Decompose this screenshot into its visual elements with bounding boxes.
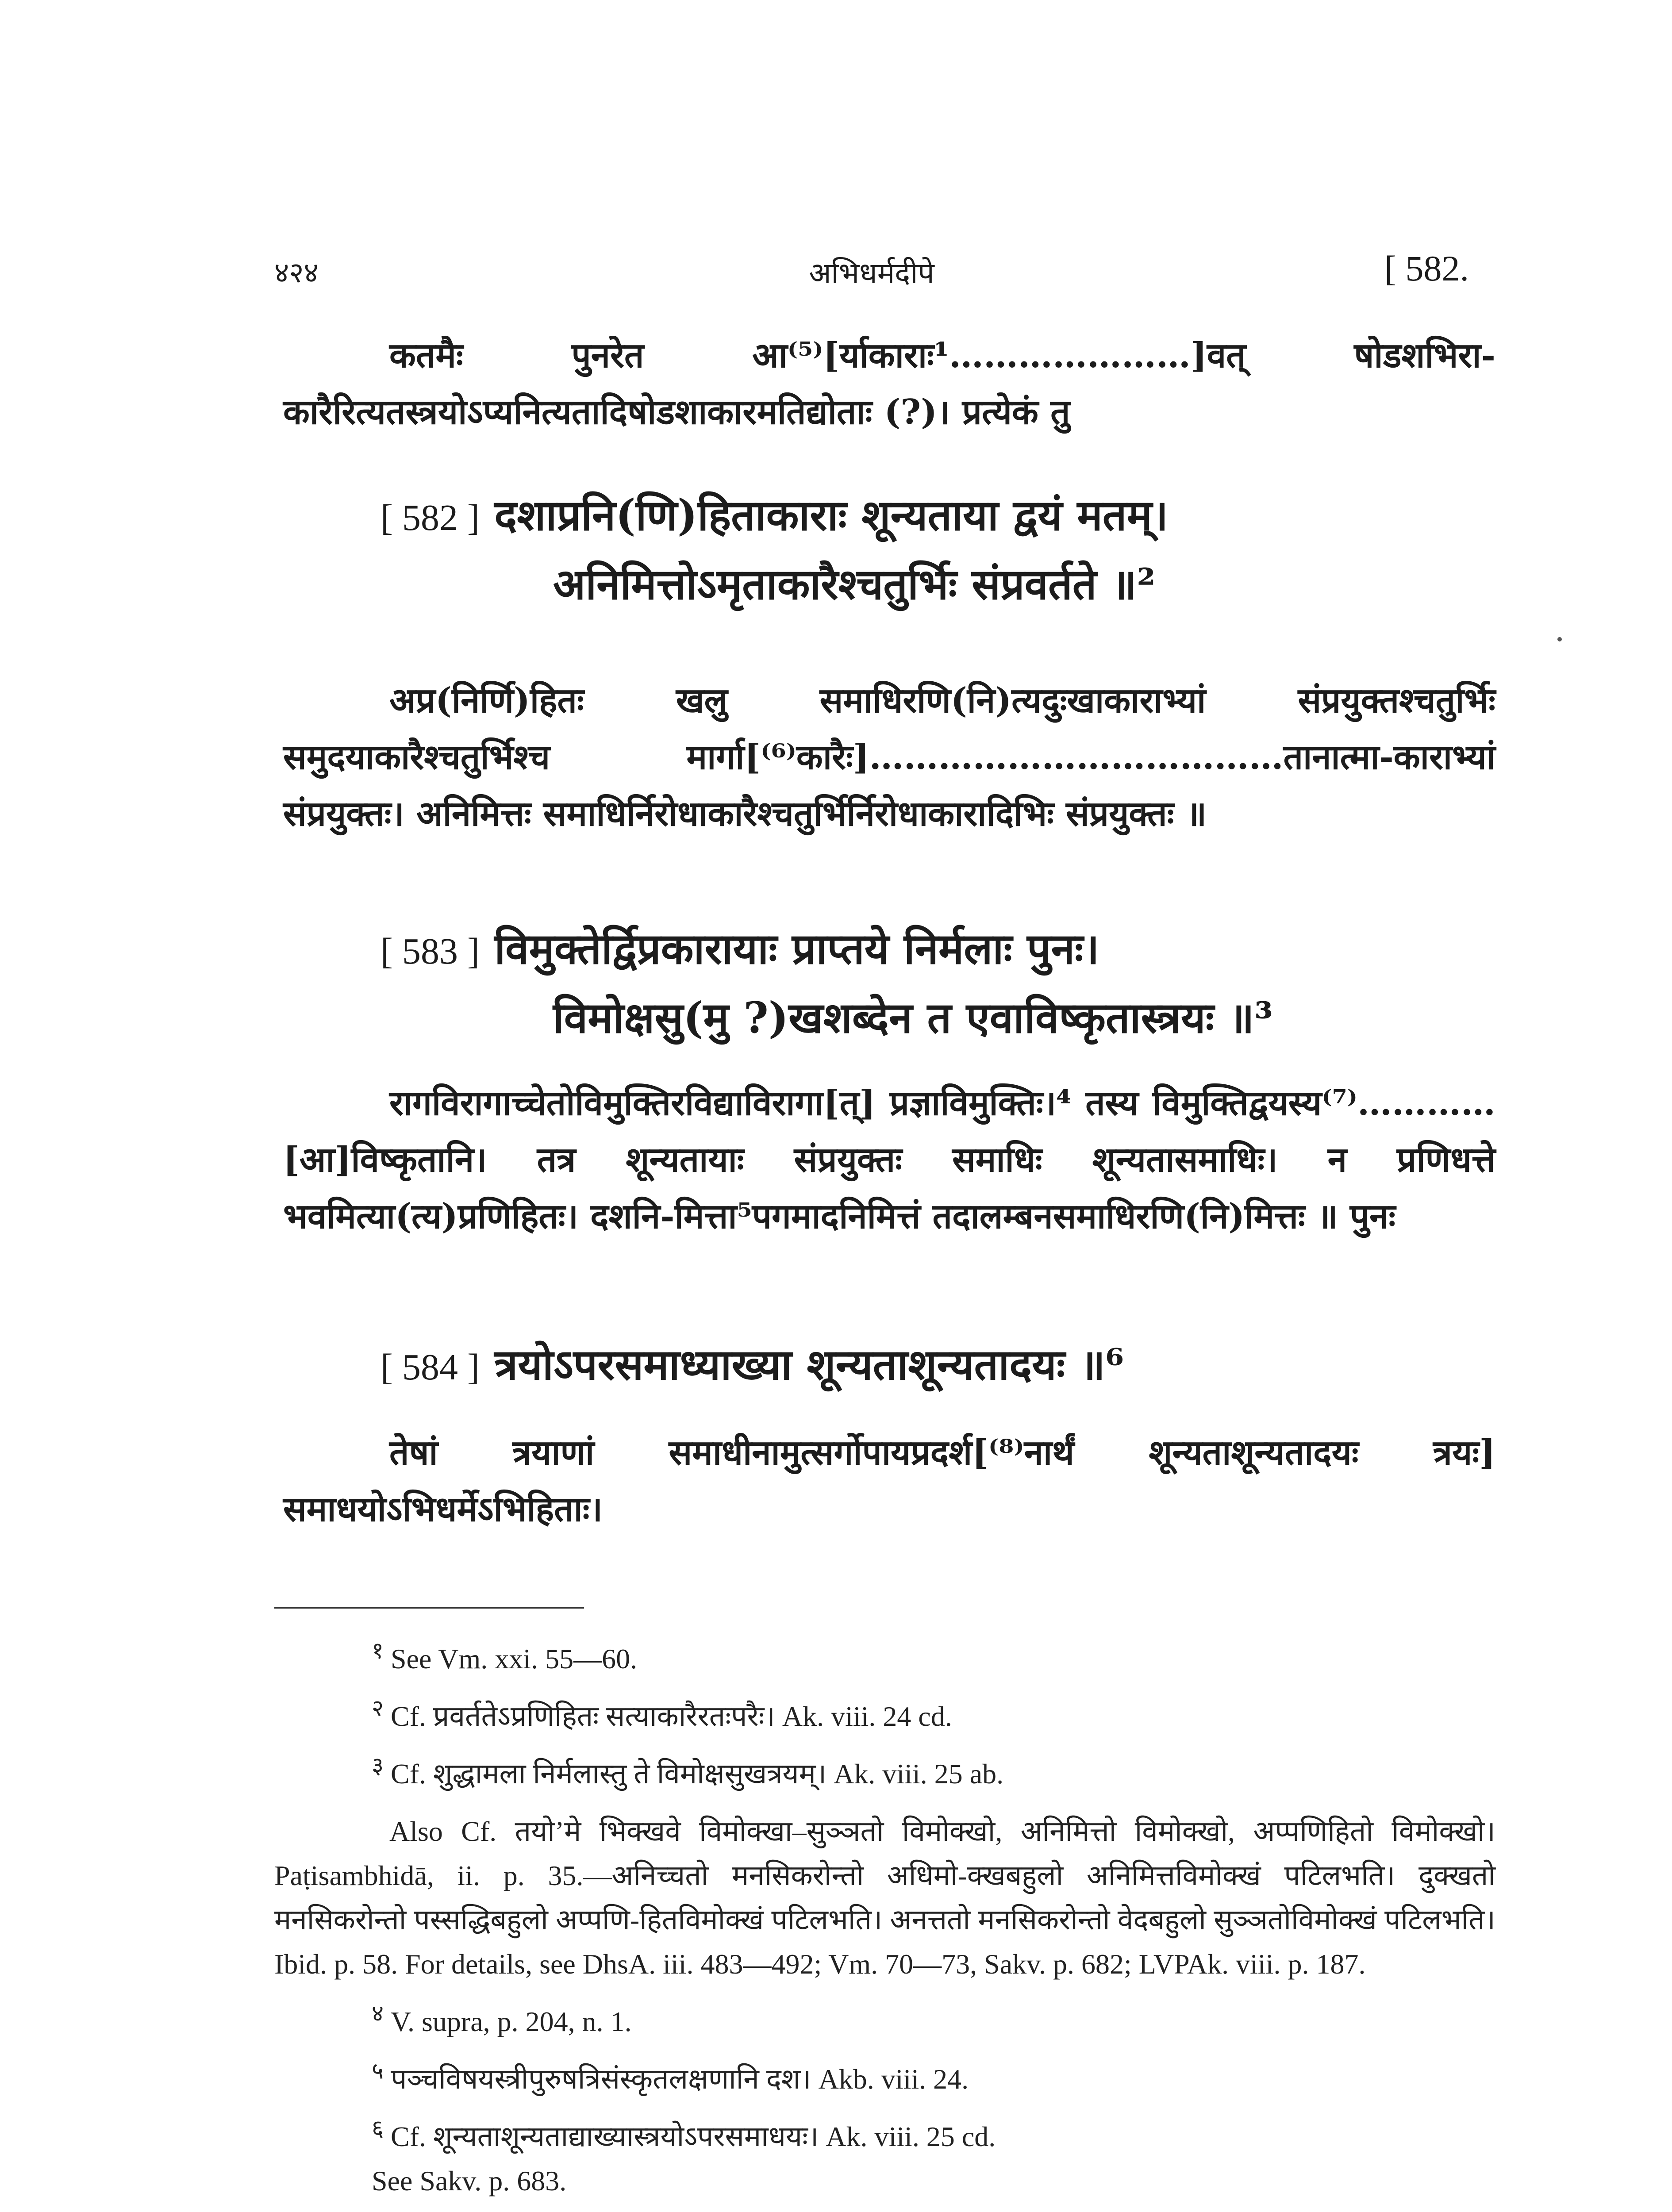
verse-text: विमुक्तेर्द्विप्रकारायाः प्राप्तये निर्मलाः पुनः। <box>494 924 1099 974</box>
footnote-1 <box>274 1637 1495 1681</box>
page-number: ४२४ <box>274 257 319 289</box>
footnote-text: Cf. प्रवर्ततेऽप्रणिहितः सत्याकारैरतःपरैः। Ak. viii. 24 cd. <box>391 1701 952 1732</box>
verse-583 <box>381 916 1487 1051</box>
footnote-6-continuation <box>274 2159 1495 2203</box>
footnote-6 <box>274 2115 1495 2159</box>
footnote-mark: ६ <box>372 2116 384 2142</box>
verse-number: [ 583 ] <box>381 931 480 972</box>
verse-text: त्रयोऽपरसमाध्याख्या शून्यताशून्यतादयः ॥⁶ <box>494 1340 1124 1390</box>
paragraph-text: रागविरागाच्चेतोविमुक्तिरविद्याविरागा[त्] प्रज्ञाविमुक्तिः।⁴ तस्य विमुक्तिद्वयस्य⁽⁷⁾…………[आ]विष्कृतानि। तत्र शून्यतायाः संप्रयुक्तः समाधिः शून्यतासमाधिः। न प्रणिधत्ते भवमित्या(त्य)प्रणिहितः। दशनि-मित्ता⁵पगमादनिमित्तं तदालम्बनसमाधिरणि(नि)मित्तः ॥ पुनः <box>283 1083 1495 1237</box>
verse-line-2 <box>381 985 1487 1051</box>
footnote-text: Cf. शुद्धामला निर्मलास्तु ते विमोक्षसुखत्रयम्। Ak. viii. 25 ab. <box>391 1758 1004 1790</box>
footnote-mark: २ <box>372 1696 384 1721</box>
verse-text: अनिमित्तोऽमृताकारैश्चतुर्भिः संप्रवर्तते ॥² <box>553 559 1156 609</box>
verse-line-1 <box>381 1332 1487 1401</box>
footnote-divider <box>274 1607 584 1609</box>
paragraph-text: कतमैः पुनरेत आ⁽⁵⁾[र्याकाराः¹…………………]वत् षोडशभिरा-कारैरित्यतस्त्रयोऽप्यनित्यतादिषोडशाकारमतिद्योताः (?)। प्रत्येकं तु <box>283 335 1495 432</box>
footnote-text: V. supra, p. 204, n. 1. <box>391 2006 632 2037</box>
verse-line-1 <box>381 482 1487 551</box>
footnote-3 <box>274 1752 1495 1796</box>
footnote-4 <box>274 2000 1495 2044</box>
verse-line-1 <box>381 916 1487 985</box>
verse-number: [ 584 ] <box>381 1347 480 1388</box>
footnote-text: See Sakv. p. 683. <box>372 2165 567 2197</box>
running-title: अभिधर्मदीपे <box>809 256 934 290</box>
footnote-mark: १ <box>372 1638 384 1664</box>
section-reference: [ 582. <box>1384 248 1469 288</box>
commentary-paragraph-2 <box>283 672 1495 842</box>
verse-582 <box>381 482 1487 618</box>
commentary-paragraph-4 <box>283 1425 1495 1538</box>
verse-text: दशाप्रनि(णि)हिताकाराः शून्यताया द्वयं मतम्। <box>494 490 1168 540</box>
page-speck <box>1557 637 1562 641</box>
verse-584 <box>381 1332 1487 1401</box>
paragraph-text: तेषां त्रयाणां समाधीनामुत्सर्गोपायप्रदर्श[⁽⁸⁾नार्थं शून्यताशून्यतादयः त्रयः] समाधयोऽभिधर्मेऽभिहिताः। <box>283 1432 1495 1529</box>
commentary-paragraph-3 <box>283 1075 1495 1245</box>
verse-line-2 <box>381 551 1487 618</box>
footnote-mark: ४ <box>372 2001 384 2027</box>
footnote-3-continuation <box>274 1809 1495 1986</box>
footnote-2 <box>274 1694 1495 1739</box>
footnote-5 <box>274 2057 1495 2101</box>
paragraph-text: अप्र(निर्णि)हितः खलु समाधिरणि(नि)त्यदुःखाकाराभ्यां संप्रयुक्तश्चतुर्भिः समुदयाकारैश्चतुर्भिश्च मार्गा[⁽⁶⁾कारैः]………………………………तानात्मा-काराभ्यां संप्रयुक्तः। अनिमित्तः समाधिर्निरोधाकारैश्चतुर्भिर्निरोधाकारादिभिः संप्रयुक्तः ॥ <box>283 680 1495 834</box>
footnote-text: See Vm. xxi. 55—60. <box>391 1643 638 1674</box>
footnotes <box>274 1637 1495 2212</box>
verse-number: [ 582 ] <box>381 497 480 538</box>
footnote-text: Also Cf. तयो’मे भिक्खवे विमोक्खा–सुञ्ञतो विमोक्खो, अनिमित्तो विमोक्खो, अप्पणिहितो विमोक्खो। Paṭisambhidā, ii. p. 35.—अनिच्चतो मनसिकरोन्तो अधिमो-क्खबहुलो अनिमित्तविमोक्खं पटिलभति। दुक्खतो मनसिकरोन्तो पस्सद्धिबहुलो अप्पणि-हितविमोक्खं पटिलभति। अनत्ततो मनसिकरोन्तो वेदबहुलो सुञ्ञतोविमोक्खं पटिलभति। Ibid. p. 58. For details, see DhsA. iii. 483—492; Vm. 70—73, Sakv. p. 682; LVPAk. viii. p. 187. <box>274 1816 1495 1980</box>
footnote-text: पञ्चविषयस्त्रीपुरुषत्रिसंस्कृतलक्षणानि दश। Akb. viii. 24. <box>391 2063 969 2095</box>
footnote-text: Cf. शून्यताशून्यताद्याख्यास्त्रयोऽपरसमाधयः। Ak. viii. 25 cd. <box>391 2121 996 2152</box>
verse-text: विमोक्षसु(मु ?)खशब्देन त एवाविष्कृतास्त्रयः ॥³ <box>553 993 1273 1043</box>
footnote-mark: ३ <box>372 1753 384 1779</box>
footnote-mark: ५ <box>372 2058 384 2084</box>
running-header <box>274 248 1469 301</box>
commentary-paragraph-1 <box>283 327 1495 441</box>
